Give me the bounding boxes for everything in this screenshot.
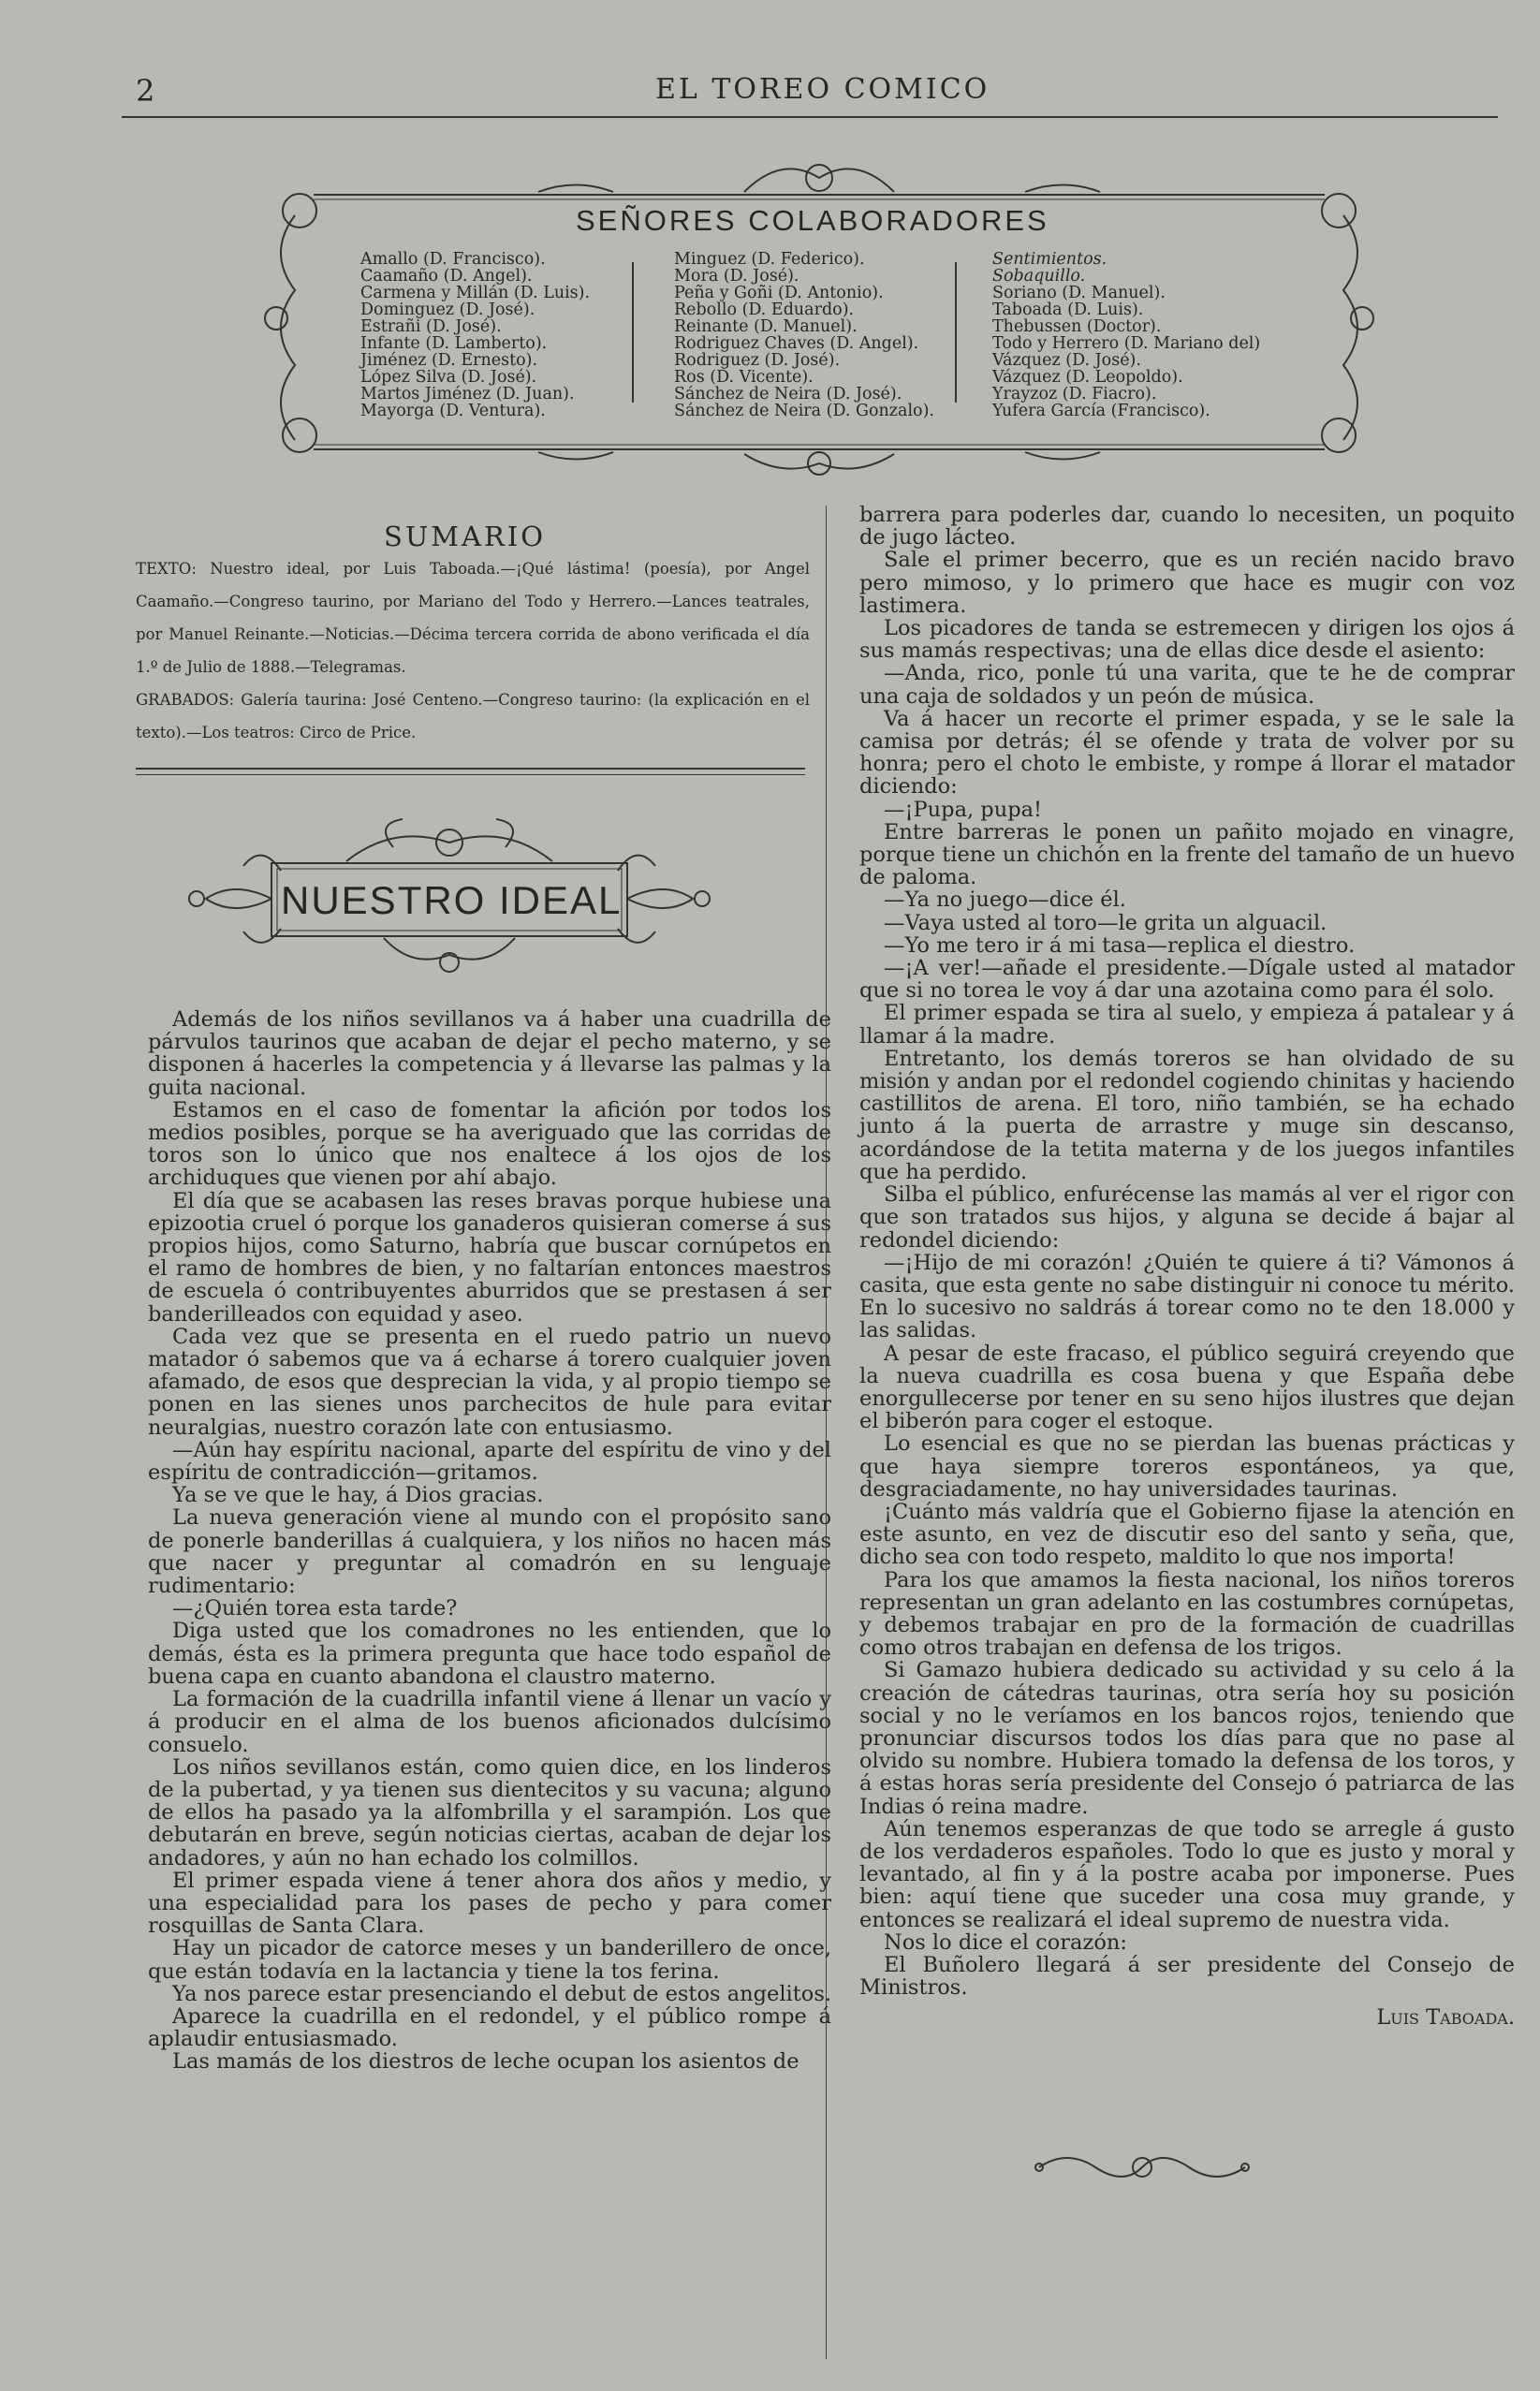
collaborator-name: Mora (D. José). [674, 267, 799, 286]
paragraph: Silba el público, enfurécense las mamás al ver el rigor con que son tratados sus hijos, y alguna se decide á bajar al redondel diciendo: [859, 1182, 1515, 1253]
collaborator-name: Minguez (D. Federico). [674, 250, 865, 269]
paragraph: Cada vez que se presenta en el ruedo patrio un nuevo matador ó sabemos que va á echarse á torero cualquier joven afamado, de esos que desprecian la vida, y al propio tiempo se ponen en las sienes unos parchecitos de hule para evitar neuralgias, nuestro corazón late con entusiasmo. [148, 1324, 831, 1440]
article-column-right [859, 504, 1515, 2030]
sumario [136, 552, 810, 749]
collaborator-name: Dominguez (D. José). [360, 301, 535, 319]
paragraph: Aparece la cuadrilla en el redondel, y el público rompe á aplaudir entusiasmado. [148, 2003, 831, 2052]
paragraph: Además de los niños sevillanos va á haber una cuadrilla de párvulos taurinos que acaban de dejar el pecho materno, y se disponen á hacerles la competencia y á llevarse las palmas y la guita nacional. [148, 1007, 831, 1100]
paragraph: Si Gamazo hubiera dedicado su actividad y su celo á la creación de cátedras taurinas, otra sería hoy su posición social y no le veríamos en los bancos rojos, teniendo que pronunciar discursos todos los días para que no pase al olvido su nombre. Hubiera tomado la defensa de los toros, y á estas horas sería presidente del Consejo ó patriarca de las Indias ó reina madre. [859, 1658, 1515, 1819]
paragraph: El Buñolero llegará á ser presidente del Consejo de Ministros. [859, 1953, 1515, 2001]
paragraph: Diga usted que los comadrones no les entienden, que lo demás, ésta es la primera pregunta que hace todo español de buena capa en cuanto abandona el claustro materno. [148, 1619, 831, 1689]
column-separator [955, 262, 957, 403]
collaborator-name: Reinante (D. Manuel). [674, 317, 858, 336]
column-separator [632, 262, 634, 403]
paragraph: —Ya no juego—dice él. [884, 887, 1126, 913]
paragraph: Para los que amamos la fiesta nacional, los niños toreros representan un gran adelanto en las costumbres cornúpetas, y debemos trabajar en pro de la formación de cuadrillas como otros trabajan en defensa de los trigos. [859, 1567, 1515, 1661]
collaborator-name: Yrayzoz (D. Fiacro). [992, 385, 1157, 403]
paragraph: El día que se acabasen las reses bravas porque hubiese una epizootia cruel ó porque los ganaderos quisieran comerse á sus propios hijos, como Saturno, habría que buscar cornúpetos en el ramo de hombres de bien, y no faltarían entonces maestros de escuela ó contribuyentes aburridos que se prestasen á ser banderilleados con equidad y aseo. [148, 1188, 831, 1327]
collaborators-box [257, 140, 1381, 477]
article-column-left [148, 1008, 831, 2074]
collaborator-name: Rodriguez Chaves (D. Angel). [674, 334, 919, 353]
collaborator-name: Infante (D. Lamberto). [360, 334, 548, 353]
paragraph: Ya nos parece estar presenciando el debut de estos angelitos. [172, 1981, 832, 2006]
collaborator-name: Vázquez (D. José). [992, 351, 1141, 370]
sumario-grabados: GRABADOS: Galería taurina: José Centeno.—Congreso taurino: (la explicación en el texto).—Los teatros: Circo de Price. [136, 691, 810, 741]
collaborator-name: Thebussen (Doctor). [992, 317, 1162, 336]
collaborator-name: Rodriguez (D. José). [674, 351, 841, 370]
sumario-rule [136, 768, 805, 775]
collaborator-name: Jiménez (D. Ernesto). [360, 351, 538, 370]
collaborator-name: Carmena y Millán (D. Luis). [360, 284, 591, 302]
collaborators-column-1 [360, 251, 590, 419]
paragraph: Entre barreras le ponen un pañito mojado en vinagre, porque tiene un chichón en la frente del tamaño de un huevo de paloma. [859, 819, 1515, 890]
paragraph: Lo esencial es que no se pierdan las buenas prácticas y que haya siempre toreros espontáneos, ya que, desgraciadamente, no hay universidades taurinas. [859, 1431, 1515, 1502]
paragraph: La formación de la cuadrilla infantil viene á llenar un vacío y á producir en el alma de los buenos aficionados dulcísimo consuelo. [148, 1687, 831, 1757]
paragraph: Las mamás de los diestros de leche ocupan los asientos de [172, 2049, 799, 2075]
paragraph: El primer espada viene á tener ahora dos años y medio, y una especialidad para los pases de pecho y para comer rosquillas de Santa Clara. [148, 1868, 831, 1939]
paragraph: A pesar de este fracaso, el público seguirá creyendo que la nueva cuadrilla es cosa buena y que España debe enorgullecerse por tener en su seno hijos ilustres que dejan el biberón para coger el estoque. [859, 1341, 1515, 1434]
collaborator-name: Caamaño (D. Angel). [360, 267, 533, 286]
collaborators-column-2 [674, 251, 934, 419]
paragraph: —¡Hijo de mi corazón! ¿Quién te quiere á ti? Vámonos á casita, que esta gente no sabe distinguir ni conoce tu mérito. En lo sucesivo no saldrás á torear como no te den 18.000 y las salidas. [859, 1250, 1515, 1343]
paragraph: —Aún hay espíritu nacional, aparte del espíritu de vino y del espíritu de contradicción—gritamos. [148, 1437, 831, 1486]
header-rule [122, 116, 1498, 118]
sumario-title: SUMARIO [384, 521, 547, 552]
paragraph: El primer espada se tira al suelo, y empieza á patalear y á llamar á la madre. [859, 1001, 1515, 1049]
collaborator-name: Sánchez de Neira (D. José). [674, 385, 902, 403]
collaborator-name: Vázquez (D. Leopoldo). [992, 368, 1183, 387]
paragraph: Entretanto, los demás toreros se han olvidado de su misión y andan por el redondel cogiendo chinitas y haciendo castillitos de arena. El toro, niño también, se ha echado junto á la puerta de arrastre y muge sin descanso, acordándose de la tetita materna y de los juegos infantiles que ha perdido. [859, 1046, 1515, 1184]
paragraph: Sale el primer becerro, que es un recién nacido bravo pero mimoso, y lo primero que hace es mugir con voz lastimera. [859, 548, 1515, 618]
paragraph: —Yo me tero ir á mi tasa—replica el diestro. [884, 932, 1356, 958]
paragraph: ¡Cuánto más valdría que el Gobierno fijase la atención en este asunto, en vez de discutir eso del santo y seña, que, dicho sea con todo respeto, maldito lo que nos importa! [859, 1499, 1515, 1570]
collaborator-name: Taboada (D. Luis). [992, 301, 1144, 319]
collaborator-name: López Silva (D. José). [360, 368, 537, 387]
paragraph: Los picadores de tanda se estremecen y dirigen los ojos á sus mamás respectivas; una de ellas dice desde el asiento: [859, 616, 1515, 664]
paragraph: Los niños sevillanos están, como quien dice, en los linderos de la pubertad, y ya tienen sus dientecitos y su vacuna; alguno de ellos ha pasado ya la alfombrilla y el sarampión. Los que debutarán en breve, según noticias ciertas, acaban de dejar los andadores, y aún no han echado los colmillos. [148, 1754, 831, 1870]
paragraph: —Anda, rico, ponle tú una varita, que te he de comprar una caja de soldados y un peón de música. [859, 661, 1515, 709]
page-number: 2 [136, 73, 155, 109]
paragraph: La nueva generación viene al mundo con el propósito sano de ponerle banderillas á cualquiera, y los niños no hacen más que nacer y preguntar al comadrón en su lenguaje rudimentario: [148, 1505, 831, 1599]
paragraph: —Vaya usted al toro—le grita un alguacil. [884, 910, 1327, 935]
collaborator-name: Amallo (D. Francisco). [360, 250, 546, 269]
collaborators-title: SEÑORES COLABORADORES [576, 204, 1049, 237]
paragraph: barrera para poderles dar, cuando lo necesiten, un poquito de jugo lácteo. [859, 503, 1515, 550]
paragraph: Estamos en el caso de fomentar la afición por todos los medios posibles, porque se ha averiguado que las corridas de toros son lo único que nos enaltece á los ojos de los archiduques que vienen por ahí abajo. [148, 1097, 831, 1191]
collaborator-name: Ros (D. Vicente). [674, 368, 814, 387]
sumario-texto: TEXTO: Nuestro ideal, por Luis Taboada.—¡Qué lástima! (poesía), por Angel Caamaño.—Congreso taurino, por Mariano del Todo y Herrero.—Lances teatrales, por Manuel Reinante.—Noticias.—Décima tercera corrida de abono verificada el día 1.º de Julio de 1888.—Telegramas. [136, 560, 810, 676]
end-ornament [1030, 2144, 1254, 2191]
collaborator-name: Soriano (D. Manuel). [992, 284, 1166, 302]
author-signature: Luis Taboada. [1376, 2005, 1515, 2031]
collaborator-name: Sentimientos. [992, 250, 1107, 269]
collaborator-name: Estrañi (D. José). [360, 317, 502, 336]
collaborator-name: Martos Jiménez (D. Juan). [360, 385, 575, 403]
paragraph: Ya se ve que le hay, á Dios gracias. [172, 1483, 544, 1508]
publication-title: EL TOREO COMICO [655, 73, 990, 106]
collaborators-column-3 [992, 251, 1260, 419]
paragraph: Aún tenemos esperanzas de que todo se arregle á gusto de los verdaderos españoles. Todo lo que es justo y moral y levantado, al fin y á la postre acaba por imponerse. Pues bien: aquí tiene que suceder una cosa muy grande, y entonces se realizará el ideal supremo de nuestra vida. [859, 1816, 1515, 1932]
paragraph: Va á hacer un recorte el primer espada, y se le sale la camisa por detrás; él se ofende y trata de volver por su honra; pero el choto le embiste, y rompe á llorar el matador diciendo: [859, 706, 1515, 799]
paragraph: Nos lo dice el corazón: [884, 1929, 1127, 1955]
paragraph: Hay un picador de catorce meses y un banderillero de once, que están todavía en la lactancia y tiene la tos ferina. [148, 1936, 831, 1984]
collaborator-name: Peña y Goñi (D. Antonio). [674, 284, 884, 302]
collaborator-name: Rebollo (D. Eduardo). [674, 301, 855, 319]
collaborator-name: Sobaquillo. [992, 267, 1086, 286]
paragraph: —¿Quién torea esta tarde? [172, 1596, 458, 1621]
collaborator-name: Todo y Herrero (D. Mariano del) [992, 334, 1261, 353]
collaborator-name: Yufera García (Francisco). [992, 402, 1210, 420]
article-title: NUESTRO IDEAL [281, 878, 623, 922]
paragraph: —¡Pupa, pupa! [884, 797, 1043, 822]
collaborator-name: Mayorga (D. Ventura). [360, 402, 546, 420]
paragraph: —¡A ver!—añade el presidente.—Dígale usted al matador que si no torea le voy á dar una azotaina como para él solo. [859, 956, 1515, 1004]
collaborator-name: Sánchez de Neira (D. Gonzalo). [674, 402, 934, 420]
